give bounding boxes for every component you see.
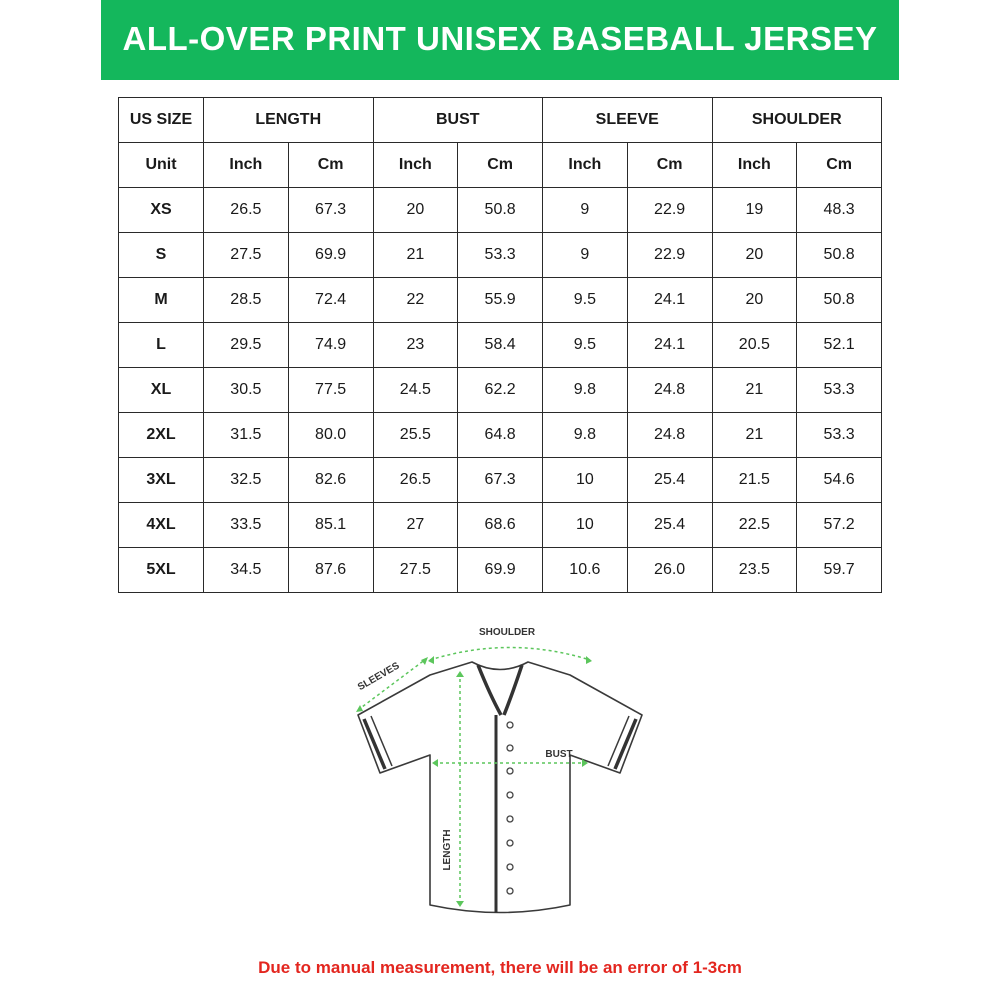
size-cell: 4XL (119, 503, 204, 548)
size-cell: 3XL (119, 458, 204, 503)
value-cell: 20 (712, 233, 797, 278)
header-bust: BUST (373, 98, 543, 143)
value-cell: 67.3 (458, 458, 543, 503)
value-cell: 9 (543, 233, 628, 278)
value-cell: 34.5 (204, 548, 289, 593)
value-cell: 85.1 (288, 503, 373, 548)
value-cell: 53.3 (797, 413, 882, 458)
header-sleeve: SLEEVE (543, 98, 713, 143)
value-cell: 24.5 (373, 368, 458, 413)
value-cell: 9.8 (543, 413, 628, 458)
value-cell: 22.9 (627, 233, 712, 278)
sleeves-label: SLEEVES (356, 660, 402, 694)
value-cell: 27.5 (204, 233, 289, 278)
value-cell: 9.5 (543, 278, 628, 323)
size-cell: XL (119, 368, 204, 413)
value-cell: 87.6 (288, 548, 373, 593)
unit-label: Unit (119, 143, 204, 188)
value-cell: 33.5 (204, 503, 289, 548)
shoulder-arrow (430, 648, 590, 661)
button-column (507, 722, 513, 894)
value-cell: 53.3 (797, 368, 882, 413)
value-cell: 52.1 (797, 323, 882, 368)
value-cell: 27 (373, 503, 458, 548)
bust-label: BUST (545, 749, 573, 760)
value-cell: 55.9 (458, 278, 543, 323)
size-cell: 5XL (119, 548, 204, 593)
measurement-error-note: Due to manual measurement, there will be an error of 1-3cm (258, 958, 742, 977)
value-cell: 20 (373, 188, 458, 233)
value-cell: 22.5 (712, 503, 797, 548)
value-cell: 19 (712, 188, 797, 233)
value-cell: 9.8 (543, 368, 628, 413)
value-cell: 72.4 (288, 278, 373, 323)
table-header-row (119, 98, 882, 143)
unit-inch: Inch (543, 143, 628, 188)
size-chart-table (118, 97, 882, 593)
value-cell: 10 (543, 503, 628, 548)
value-cell: 21.5 (712, 458, 797, 503)
table-row (119, 323, 882, 368)
value-cell: 24.8 (627, 413, 712, 458)
table-row (119, 368, 882, 413)
table-row (119, 233, 882, 278)
value-cell: 26.5 (373, 458, 458, 503)
value-cell: 30.5 (204, 368, 289, 413)
table-row (119, 278, 882, 323)
value-cell: 10 (543, 458, 628, 503)
value-cell: 29.5 (204, 323, 289, 368)
value-cell: 10.6 (543, 548, 628, 593)
value-cell: 69.9 (288, 233, 373, 278)
value-cell: 74.9 (288, 323, 373, 368)
size-cell: 2XL (119, 413, 204, 458)
value-cell: 26.5 (204, 188, 289, 233)
value-cell: 59.7 (797, 548, 882, 593)
unit-inch: Inch (712, 143, 797, 188)
size-cell: XS (119, 188, 204, 233)
value-cell: 80.0 (288, 413, 373, 458)
unit-cm: Cm (797, 143, 882, 188)
value-cell: 25.4 (627, 503, 712, 548)
value-cell: 57.2 (797, 503, 882, 548)
value-cell: 26.0 (627, 548, 712, 593)
unit-cm: Cm (458, 143, 543, 188)
value-cell: 21 (712, 368, 797, 413)
table-row (119, 548, 882, 593)
value-cell: 50.8 (458, 188, 543, 233)
value-cell: 24.8 (627, 368, 712, 413)
header-length: LENGTH (204, 98, 374, 143)
value-cell: 82.6 (288, 458, 373, 503)
length-label: LENGTH (442, 829, 453, 871)
value-cell: 69.9 (458, 548, 543, 593)
value-cell: 24.1 (627, 323, 712, 368)
size-rows (119, 188, 882, 593)
value-cell: 68.6 (458, 503, 543, 548)
value-cell: 50.8 (797, 233, 882, 278)
table-row (119, 413, 882, 458)
measurement-arrows (358, 648, 590, 906)
value-cell: 64.8 (458, 413, 543, 458)
value-cell: 31.5 (204, 413, 289, 458)
table-row (119, 188, 882, 233)
value-cell: 22 (373, 278, 458, 323)
table-row (119, 458, 882, 503)
value-cell: 23 (373, 323, 458, 368)
value-cell: 28.5 (204, 278, 289, 323)
unit-inch: Inch (373, 143, 458, 188)
value-cell: 24.1 (627, 278, 712, 323)
value-cell: 20 (712, 278, 797, 323)
value-cell: 22.9 (627, 188, 712, 233)
jersey-outline (358, 662, 642, 913)
value-cell: 9.5 (543, 323, 628, 368)
value-cell: 50.8 (797, 278, 882, 323)
size-cell: M (119, 278, 204, 323)
value-cell: 25.5 (373, 413, 458, 458)
value-cell: 23.5 (712, 548, 797, 593)
size-cell: S (119, 233, 204, 278)
unit-cm: Cm (627, 143, 712, 188)
value-cell: 53.3 (458, 233, 543, 278)
value-cell: 27.5 (373, 548, 458, 593)
value-cell: 20.5 (712, 323, 797, 368)
value-cell: 62.2 (458, 368, 543, 413)
unit-cm: Cm (288, 143, 373, 188)
value-cell: 48.3 (797, 188, 882, 233)
title-banner (101, 0, 899, 80)
jersey-measurement-diagram (330, 615, 670, 935)
unit-inch: Inch (204, 143, 289, 188)
table-row (119, 503, 882, 548)
table-unit-row (119, 143, 882, 188)
shoulder-label: SHOULDER (478, 627, 536, 638)
page-title: ALL-OVER PRINT UNISEX BASEBALL JERSEY (122, 20, 878, 57)
value-cell: 67.3 (288, 188, 373, 233)
arrow-heads (356, 656, 592, 907)
value-cell: 21 (712, 413, 797, 458)
value-cell: 21 (373, 233, 458, 278)
value-cell: 77.5 (288, 368, 373, 413)
header-us-size: US SIZE (119, 98, 204, 143)
value-cell: 25.4 (627, 458, 712, 503)
header-shoulder: SHOULDER (712, 98, 882, 143)
value-cell: 9 (543, 188, 628, 233)
size-cell: L (119, 323, 204, 368)
value-cell: 58.4 (458, 323, 543, 368)
value-cell: 54.6 (797, 458, 882, 503)
value-cell: 32.5 (204, 458, 289, 503)
